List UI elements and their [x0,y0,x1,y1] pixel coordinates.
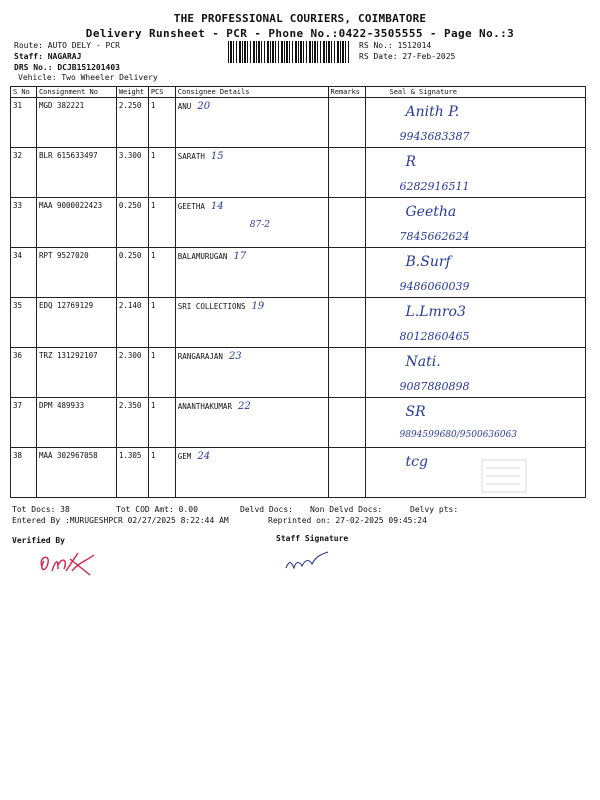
cell-consignee [175,148,328,198]
total-cod: Tot COD Amt: 0.00 [116,505,198,514]
handwritten-note: 87-2 [249,220,271,230]
cell-remarks [328,348,365,398]
consignee-name: ANU [177,102,192,111]
cell-consignment: TRZ 131292107 [36,348,116,398]
cell-sno: 38 [11,448,37,498]
signature: Geetha [405,204,457,220]
table-row [11,298,586,348]
cell-consignment: DPM 489933 [36,398,116,448]
reprinted-on: Reprinted on: 27-02-2025 09:45:24 [268,516,427,525]
handwritten-count: 20 [197,101,211,112]
cell-remarks [328,148,365,198]
cell-consignment: MAA 9000022423 [36,198,116,248]
cell-consignee [175,198,328,248]
cell-seal-signature [365,348,586,398]
col-seal-signature: Seal & Signature [365,87,586,98]
total-docs: Tot Docs: 38 [12,505,70,514]
route-label: Route: AUTO DELY - PCR [14,41,120,50]
cell-pcs: 1 [148,298,175,348]
consignee-name: SARATH [177,152,205,161]
consignee-name: SRI COLLECTIONS [177,302,246,311]
cell-sno: 33 [11,198,37,248]
handwritten-count: 22 [237,401,251,412]
cell-remarks [328,198,365,248]
cell-consignment: EDQ 12769129 [36,298,116,348]
table-row [11,98,586,148]
col-remarks: Remarks [328,87,365,98]
signature: L.Lmro3 [405,304,466,320]
cell-pcs: 1 [148,248,175,298]
drs-number: DRS No.: DCJB151201403 [14,63,120,72]
consignee-name: GEM [177,452,192,461]
cell-seal-signature [365,398,586,448]
signature: Anith P. [405,104,460,120]
cell-pcs: 1 [148,148,175,198]
recipient-phone: 8012860465 [399,330,470,343]
consignee-name: GEETHA [177,202,205,211]
cell-pcs: 1 [148,398,175,448]
cell-seal-signature [365,148,586,198]
cell-weight: 0.250 [116,248,148,298]
verified-by-label: Verified By [12,536,65,545]
runsheet-table [10,86,586,498]
handwritten-count: 17 [233,251,247,262]
cell-weight: 2.250 [116,98,148,148]
signature: tcg [405,454,428,470]
delivery-points: Delvy pts: [410,505,459,514]
signature: SR [405,404,426,420]
cell-remarks [328,98,365,148]
staff-signature [282,548,332,572]
table-header [11,87,586,98]
cell-consignee [175,298,328,348]
staff-signature-label: Staff Signature [276,534,349,543]
cell-consignment: MGD 382221 [36,98,116,148]
table-row [11,398,586,448]
recipient-phone: 9943683387 [399,130,470,143]
table-row [11,348,586,398]
runsheet-subtitle: Delivery Runsheet - PCR - Phone No.:0422-3505555 - Page No.:3 [85,27,515,40]
cell-seal-signature [365,248,586,298]
cell-pcs: 1 [148,448,175,498]
consignee-name: ANANTHAKUMAR [177,402,232,411]
cell-consignee [175,348,328,398]
handwritten-count: 19 [251,301,265,312]
cell-sno: 35 [11,298,37,348]
cell-consignee [175,248,328,298]
cell-remarks [328,248,365,298]
col-consignee: Consignee Details [175,87,328,98]
cell-pcs: 1 [148,198,175,248]
cell-consignment: MAA 302967058 [36,448,116,498]
rs-date: RS Date: 27-Feb-2025 [359,52,456,61]
cell-sno: 34 [11,248,37,298]
recipient-phone: 9894599680/9500636063 [399,430,518,440]
cell-weight: 3.300 [116,148,148,198]
recipient-phone: 7845662624 [399,230,470,243]
cell-seal-signature [365,298,586,348]
handwritten-count: 15 [210,151,224,162]
col-pcs: PCS [148,87,175,98]
barcode [228,41,350,63]
consignee-name: BALAMURUGAN [177,252,228,261]
cell-weight: 2.140 [116,298,148,348]
cell-seal-signature [365,198,586,248]
cell-weight: 2.300 [116,348,148,398]
cell-remarks [328,298,365,348]
cell-sno: 36 [11,348,37,398]
cell-pcs: 1 [148,348,175,398]
col-sno: S No [11,87,37,98]
cell-seal-signature [365,98,586,148]
faint-stamp [480,458,528,494]
cell-pcs: 1 [148,98,175,148]
staff-label: Staff: NAGARAJ [14,52,82,61]
handwritten-count: 23 [228,351,242,362]
delivered-docs: Delvd Docs: [240,505,293,514]
cell-remarks [328,448,365,498]
vehicle-label: Vehicle: Two Wheeler Delivery [18,73,158,82]
table-row [11,148,586,198]
consignee-name: RANGARAJAN [177,352,223,361]
table-row [11,248,586,298]
signature: Nati. [405,354,441,370]
cell-seal-signature [365,448,586,498]
recipient-phone: 6282916511 [399,180,470,193]
cell-sno: 37 [11,398,37,448]
col-weight: Weight [116,87,148,98]
cell-weight: 0.250 [116,198,148,248]
cell-sno: 32 [11,148,37,198]
verifier-signature [34,545,98,581]
cell-consignment: RPT 9527020 [36,248,116,298]
cell-consignee [175,448,328,498]
cell-consignment: BLR 615633497 [36,148,116,198]
cell-remarks [328,398,365,448]
cell-consignee [175,98,328,148]
cell-weight: 1.305 [116,448,148,498]
handwritten-count: 24 [197,451,211,462]
signature: R [405,154,417,170]
recipient-phone: 9087880898 [399,380,470,393]
col-consignment: Consignment No [36,87,116,98]
table-row [11,198,586,248]
cell-consignee [175,398,328,448]
company-title: THE PROFESSIONAL COURIERS, COIMBATORE [173,12,427,25]
signature: B.Surf [405,254,451,270]
cell-sno: 31 [11,98,37,148]
entered-by: Entered By :MURUGESHPCR 02/27/2025 8:22:44 AM [12,516,229,525]
recipient-phone: 9486060039 [399,280,470,293]
non-delivered-docs: Non Delvd Docs: [310,505,383,514]
rs-number: RS No.: 1512014 [359,41,432,50]
cell-weight: 2.350 [116,398,148,448]
handwritten-count: 14 [210,201,224,212]
